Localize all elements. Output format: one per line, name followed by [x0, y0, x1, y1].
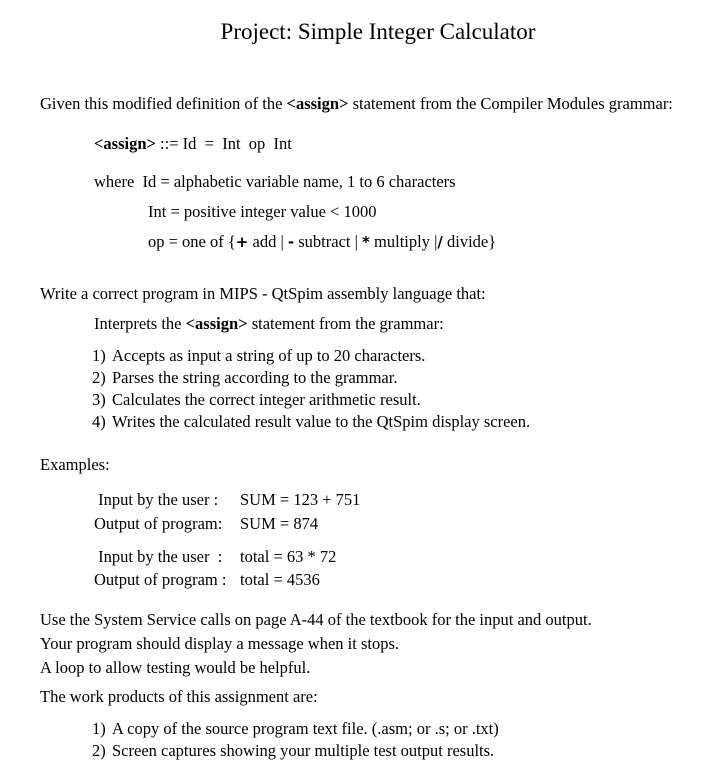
- list-number: 2): [92, 741, 106, 760]
- intro-text-post: statement from the Compiler Modules grammar:: [348, 94, 673, 113]
- task-item-text: Calculates the correct integer arithmetic result.: [112, 390, 421, 409]
- work-product-text: A copy of the source program text file. (.asm; or .s; or .txt): [112, 719, 499, 738]
- example-value: SUM = 123 + 751: [240, 490, 361, 509]
- minus-operator: -: [287, 233, 295, 251]
- op-text-subtract: subtract |: [294, 232, 363, 251]
- example-label: Input by the user :: [94, 490, 219, 509]
- tasks-heading-pre: Interprets the: [94, 314, 186, 333]
- list-number: 4): [92, 412, 106, 431]
- example-output-row-2: [94, 570, 320, 590]
- asterisk-operator: *: [362, 233, 370, 251]
- task-item-text: Parses the string according to the grammar.: [112, 368, 398, 387]
- page-title: Project: Simple Integer Calculator: [220, 19, 536, 44]
- task-item-3: [92, 390, 421, 410]
- example-value: total = 63 * 72: [240, 547, 337, 566]
- example-label: Output of program:: [94, 514, 223, 533]
- task-item-1: [92, 346, 425, 366]
- example-input-row-1: [94, 490, 360, 510]
- grammar-int-line: Int = positive integer value < 1000: [148, 202, 377, 221]
- task-item-2: [92, 368, 397, 388]
- work-product-item-1: [92, 719, 499, 739]
- write-program-line: Write a correct program in MIPS - QtSpim assembly language that:: [40, 284, 486, 303]
- examples-heading: Examples:: [40, 455, 110, 474]
- task-item-4: [92, 412, 530, 432]
- example-label: Output of program :: [94, 570, 227, 589]
- list-number: 3): [92, 390, 106, 409]
- op-text-pre: op = one of {: [148, 232, 236, 251]
- list-number: 1): [92, 719, 106, 738]
- tasks-heading-line: [94, 314, 444, 334]
- work-products-heading: The work products of this assignment are:: [40, 687, 318, 706]
- note-line-3: A loop to allow testing would be helpful.: [40, 658, 311, 677]
- op-text-multiply: multiply |: [369, 232, 438, 251]
- op-text-divide: divide}: [442, 232, 497, 251]
- assign-token: <assign>: [185, 314, 248, 333]
- grammar-rule-text: ::= Id = Int op Int: [155, 134, 292, 153]
- example-output-row-1: [94, 514, 318, 534]
- work-product-text: Screen captures showing your multiple test output results.: [112, 741, 495, 760]
- task-item-text: Accepts as input a string of up to 20 characters.: [112, 346, 426, 365]
- note-line-2: Your program should display a message when it stops.: [40, 634, 400, 653]
- list-number: 1): [92, 346, 106, 365]
- example-value: total = 4536: [240, 570, 320, 589]
- example-label: Input by the user :: [94, 547, 223, 566]
- list-number: 2): [92, 368, 106, 387]
- tasks-heading-post: statement from the grammar:: [247, 314, 444, 333]
- intro-text-pre: Given this modified definition of the: [40, 94, 287, 113]
- example-input-row-2: [94, 547, 336, 567]
- slash-operator: /: [437, 233, 443, 251]
- grammar-where-line: where Id = alphabetic variable name, 1 to 6 characters: [94, 172, 456, 191]
- assign-token: <assign>: [286, 94, 349, 113]
- note-line-1: Use the System Service calls on page A-44 of the textbook for the input and output.: [40, 610, 592, 629]
- op-text-add: add |: [248, 232, 288, 251]
- intro-line: [40, 94, 673, 114]
- grammar-op-line: [148, 232, 496, 252]
- plus-operator: +: [235, 233, 249, 251]
- grammar-rule-line: [94, 134, 292, 154]
- task-item-text: Writes the calculated result value to the QtSpim display screen.: [112, 412, 531, 431]
- assign-token: <assign>: [94, 134, 156, 153]
- example-value: SUM = 874: [240, 514, 319, 533]
- work-product-item-2: [92, 741, 494, 761]
